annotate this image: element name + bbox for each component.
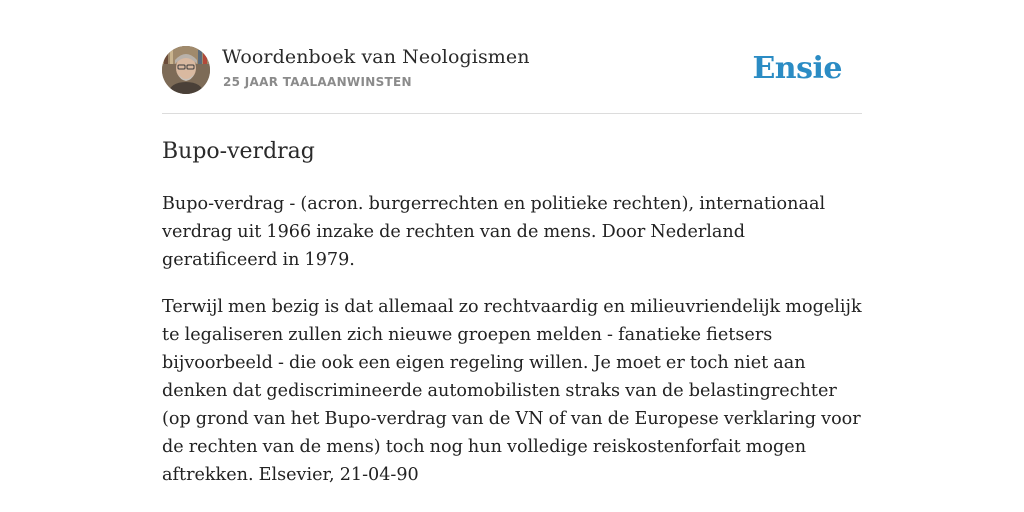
entry-card: [162, 0, 862, 512]
portrait-image: [162, 46, 210, 94]
entry-quote: Terwijl men bezig is dat allemaal zo rechtvaardig en milieuvriendelijk mogelijk te legaliseren zullen zich nieuwe groepen melden - fanatieke fietsers bijvoorbeeld - die ook een eigen regeling willen. Je moet er toch niet aan denken dat gediscrimineerde automobilisten straks van de belastingrechter (op grond van het Bupo-verdrag van de VN of van de Europese verklaring voor de rechten van de mens) toch nog hun volledige reiskostenforfait mogen aftrekken. Elsevier, 21-04-90: [162, 297, 862, 485]
ensie-logo[interactable]: Ensie: [752, 51, 842, 86]
entry-definition: Bupo-verdrag - (acron. burgerrechten en politieke rechten), internationaal verdrag uit 1966 inzake de rechten van de mens. Door Nederland geratificeerd in 1979.: [162, 194, 826, 270]
header-divider: [162, 113, 862, 114]
header: [162, 46, 862, 96]
author-avatar[interactable]: [162, 46, 210, 94]
book-title[interactable]: Woordenboek van Neologismen: [222, 46, 530, 68]
entry-term: Bupo-verdrag: [162, 139, 315, 164]
book-subtitle: 25 JAAR TAALAANWINSTEN: [223, 75, 412, 89]
